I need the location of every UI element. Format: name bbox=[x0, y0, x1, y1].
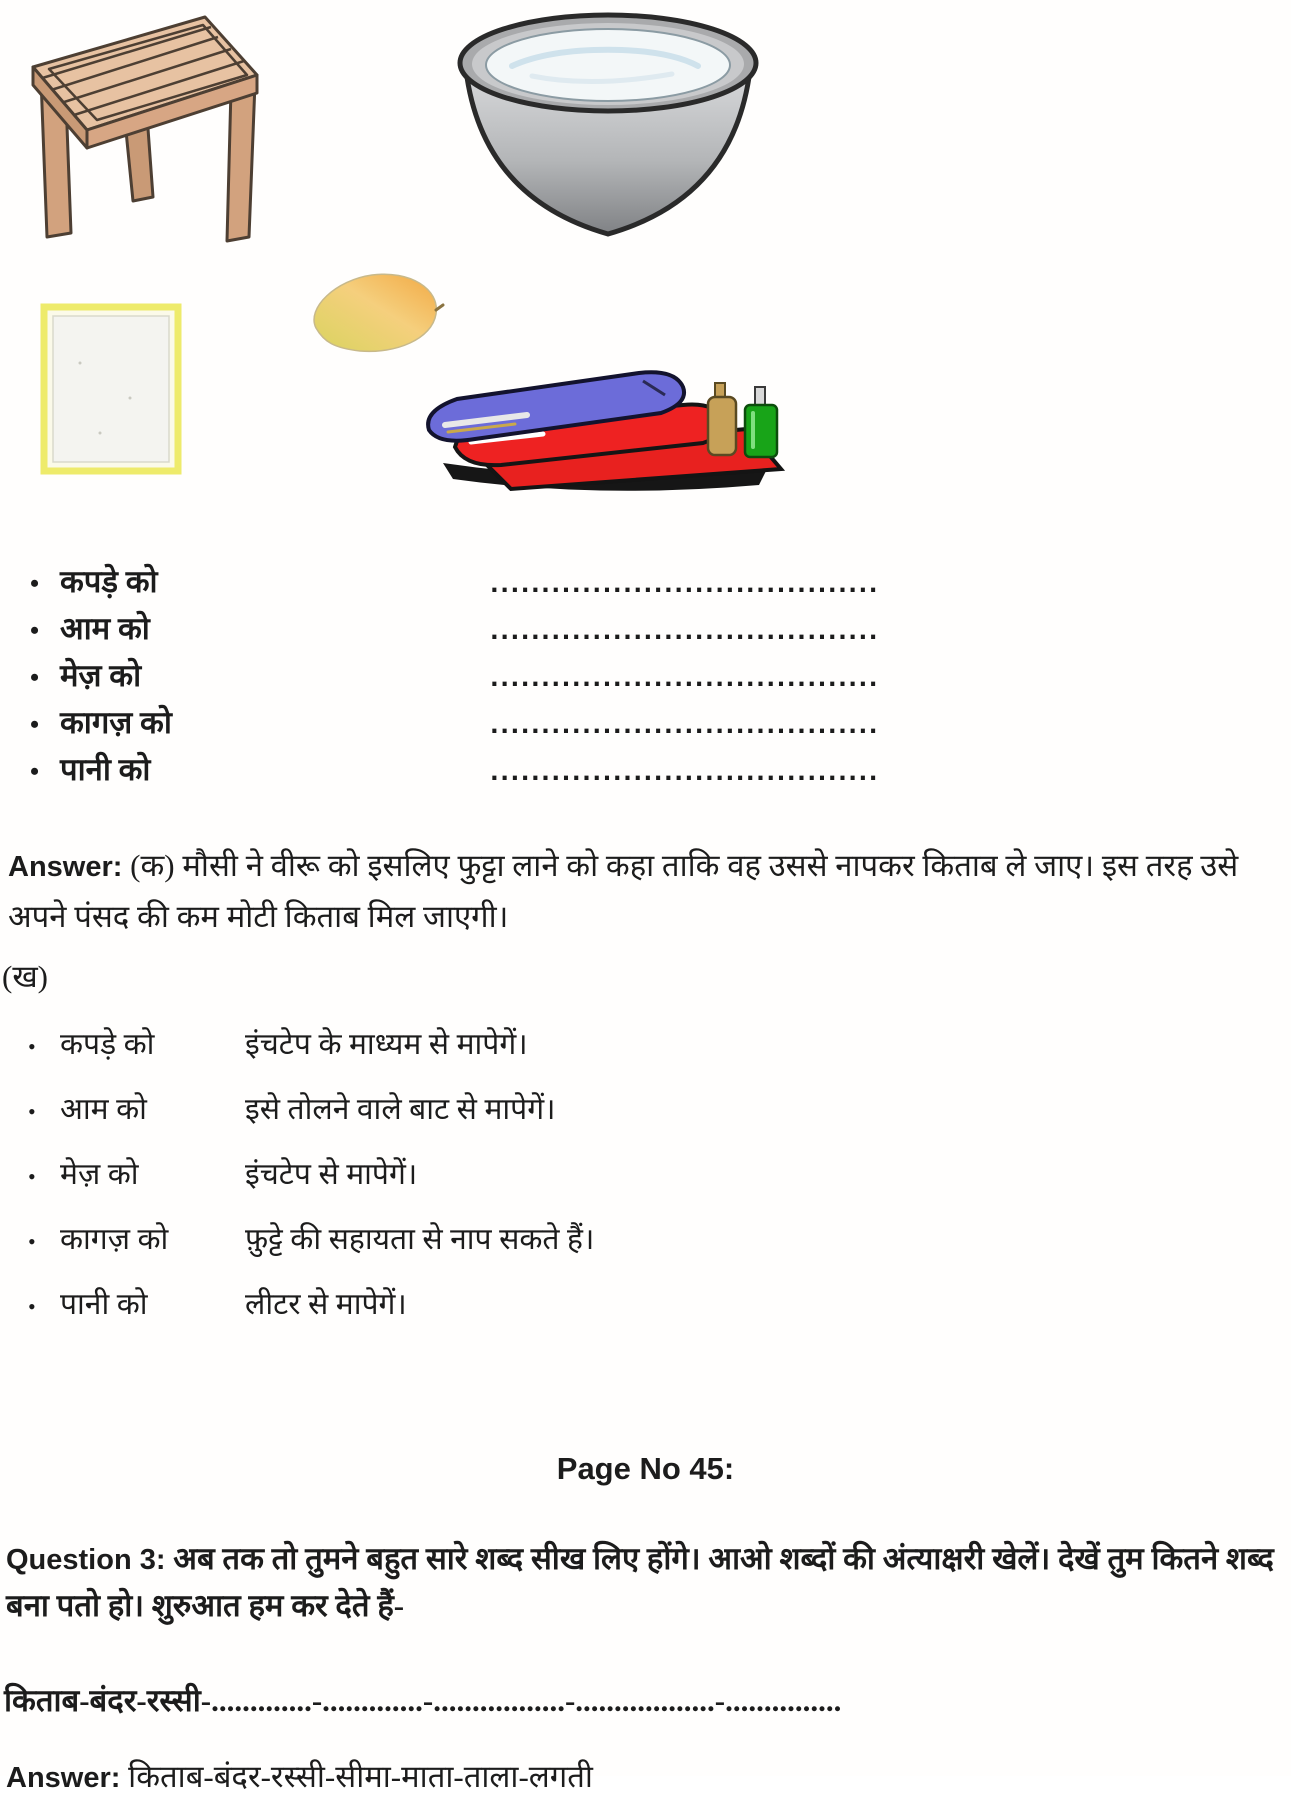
list-item-label: कागज़ को bbox=[60, 705, 172, 740]
bullet-icon: • bbox=[28, 1164, 36, 1189]
paper-sheet-image bbox=[40, 303, 182, 475]
bullet-icon: • bbox=[28, 1099, 36, 1124]
list-item bbox=[30, 560, 1260, 607]
question-label: Question 3: bbox=[6, 1544, 166, 1576]
section-marker-kha: (ख) bbox=[2, 959, 49, 994]
bullet-icon: • bbox=[30, 569, 40, 598]
term: पानी को bbox=[60, 1288, 148, 1321]
metal-tub-image bbox=[452, 8, 764, 258]
page-number-heading: Page No 45: bbox=[556, 1450, 735, 1486]
definition: इंचटेप के माध्यम से मापेगें। bbox=[245, 1028, 528, 1061]
term: कपड़े को bbox=[60, 1028, 155, 1061]
term: मेज़ को bbox=[60, 1158, 139, 1191]
answer-paragraph-a bbox=[8, 841, 1286, 942]
bullet-icon: • bbox=[30, 616, 40, 645]
list-item bbox=[30, 607, 1260, 654]
list-item bbox=[28, 1217, 1268, 1282]
list-item bbox=[28, 1152, 1268, 1217]
bullet-icon: • bbox=[28, 1294, 36, 1319]
dotted-blank: ...................................... bbox=[490, 619, 880, 645]
list-item-label: मेज़ को bbox=[60, 658, 142, 693]
term: कागज़ को bbox=[60, 1223, 169, 1256]
list-item bbox=[28, 1022, 1268, 1087]
bullet-icon: • bbox=[28, 1034, 36, 1059]
definition: लीटर से मापेगें। bbox=[245, 1288, 407, 1321]
dotted-blank: ...................................... bbox=[490, 760, 880, 786]
wooden-table-image bbox=[5, 5, 267, 251]
bullet-icon: • bbox=[30, 757, 40, 786]
list-item-label: पानी को bbox=[60, 752, 151, 787]
dotted-blank: ...................................... bbox=[490, 666, 880, 692]
dotted-blank: ...................................... bbox=[490, 713, 880, 739]
answer-text: मौसी ने वीरू को इसलिए फुट्टा लाने को कहा ताकि वह उससे नापकर किताब ले जाए। इस तरह उसे अपने पंसद की कम मोटी किताब मिल जाएगी। bbox=[8, 848, 1239, 934]
definition: इसे तोलने वाले बाट से मापेगें। bbox=[245, 1093, 556, 1126]
definition: फ़ुट्टे की सहायता से नाप सकते हैं। bbox=[245, 1223, 595, 1256]
measure-answers-list bbox=[28, 1022, 1268, 1347]
definition: इंचटेप से मापेगें। bbox=[245, 1158, 418, 1191]
bullet-icon: • bbox=[28, 1229, 36, 1254]
question-text: अब तक तो तुमने बहुत सारे शब्द सीख लिए होंगे। आओ शब्दों की अंत्याक्षरी खेलें। देखें तुम कितने शब्द बना पतो हो। शुरुआत हम कर देते हैं- bbox=[6, 1541, 1274, 1623]
term: आम को bbox=[60, 1093, 147, 1126]
list-item bbox=[30, 654, 1260, 701]
answer-label: Answer: bbox=[6, 1762, 121, 1794]
list-item-label: आम को bbox=[60, 611, 150, 646]
answer-paragraph-chain bbox=[6, 1755, 1288, 1797]
list-item bbox=[30, 701, 1260, 748]
word-chain-line: किताब-बंदर-रस्सी-.............-.............-.................-..................-............... bbox=[4, 1683, 842, 1718]
dotted-blank: ...................................... bbox=[490, 572, 880, 598]
list-item-label: कपड़े को bbox=[60, 564, 158, 599]
list-item bbox=[28, 1282, 1268, 1347]
bullet-icon: • bbox=[30, 663, 40, 692]
answer-label: Answer: bbox=[8, 851, 123, 883]
list-item bbox=[30, 748, 1260, 795]
folded-clothes-image bbox=[415, 335, 797, 497]
list-item bbox=[28, 1087, 1268, 1152]
bullet-icon: • bbox=[30, 710, 40, 739]
measure-items-list bbox=[30, 560, 1260, 795]
answer-marker: (क) bbox=[130, 848, 175, 883]
answer-text: किताब-बंदर-रस्सी-सीमा-माता-ताला-लगती bbox=[128, 1759, 593, 1794]
question-3-paragraph bbox=[6, 1536, 1288, 1628]
